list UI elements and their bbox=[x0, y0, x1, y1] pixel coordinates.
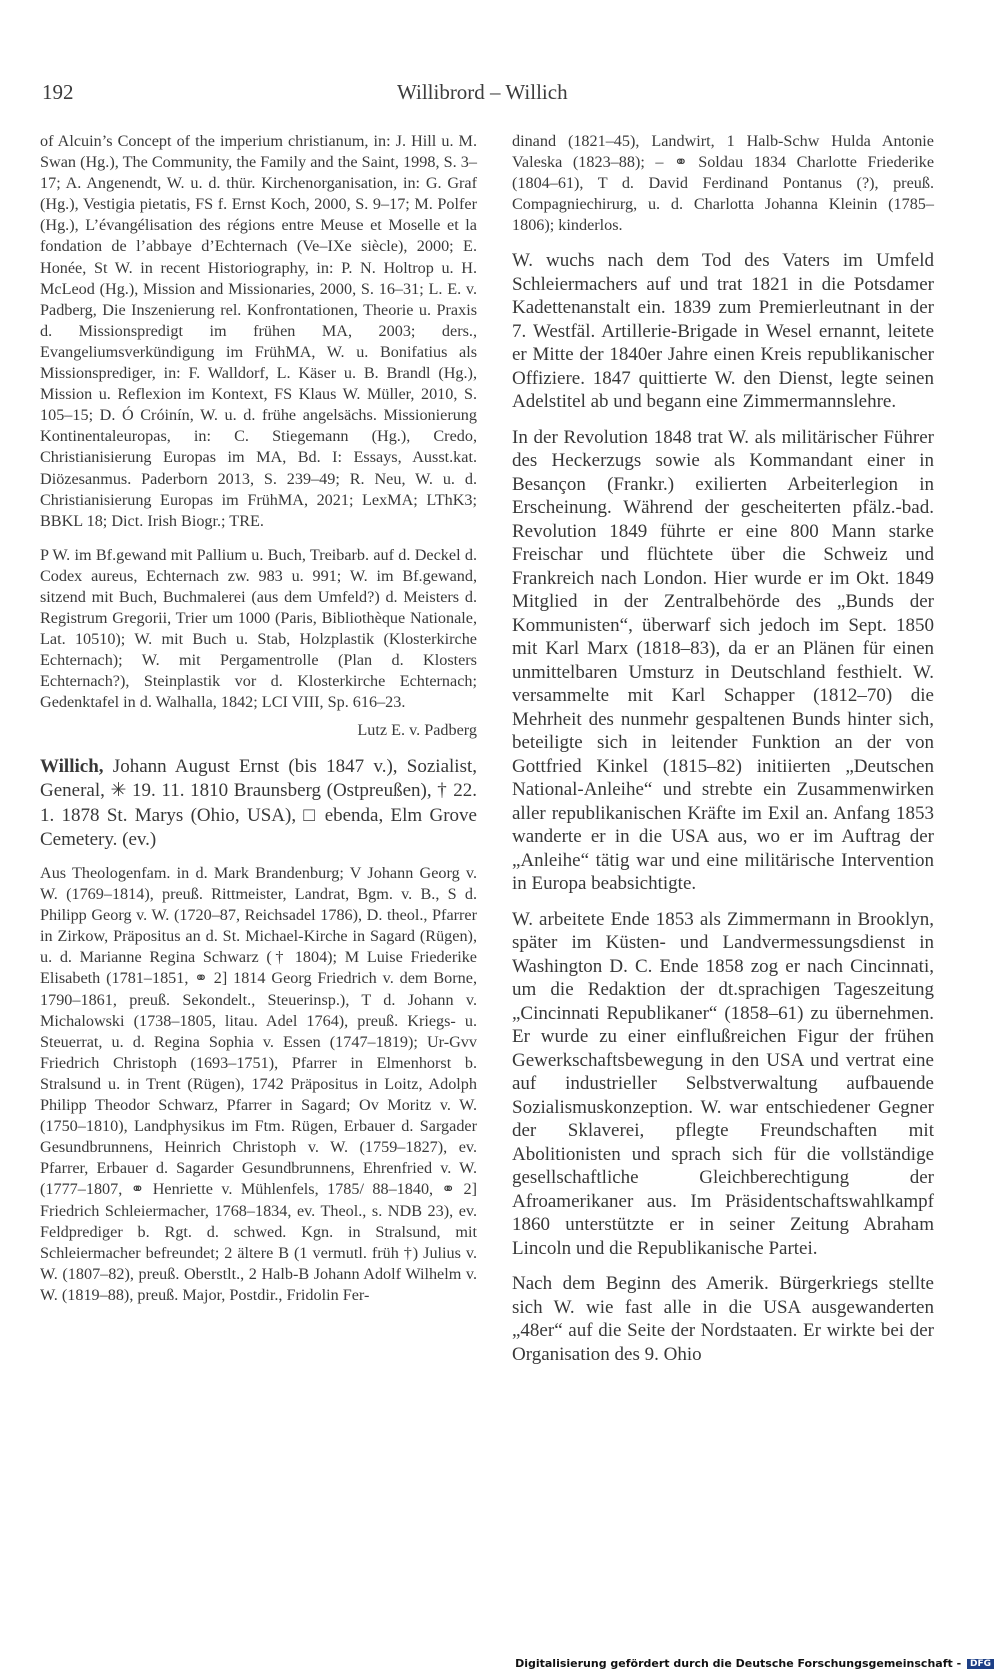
body-paragraph: W. wuchs nach dem Tod des Vaters im Umfeld Schleiermachers auf und trat 1821 in die Potsdamer Kadettenanstalt ein. 1839 zum Premierleutnant in der 7. Westfäl. Artillerie-Brigade in Wesel ernannt, leitete er Mitte der 1840er Jahre einen Kreis republikanischer Offiziere. 1847 quittierte W. den Dienst, legte seinen Adelstitel ab und begann eine Zimmermannslehre. bbox=[512, 250, 934, 413]
body-paragraph: In der Revolution 1848 trat W. als militärischer Führer des Heckerzugs sowie als Kommandant einer in Besançon (Frankr.) exilierten Arbeiterlegion in Erscheinung. Während der gescheiterten pfälz.-bad. Revolution 1849 führte er eine 800 Mann starke Freischar und flüchtete über die Schweiz und Frankreich nach London. Hier wurde er im Okt. 1849 Mitglied in der Zentralbehörde des „Bunds der Kommunisten“, überwarf sich jedoch im Sept. 1850 mit Karl Marx (1818–83), da er an Plänen für einen unmittelbaren Umsturz in Deutschland festhielt. W. versammelte mit Karl Schapper (1812–70) die Mehrheit des nunmehr gespaltenen Bunds hinter sich, beteiligte sich in leitender Funktion an der von Gottfried Kinkel (1815–82) initiierten „Deutschen National-Anleihe“ und strebte ein Zusammenwirken aller republikanischen Kräfte im Exil an. Anfang 1853 wanderte er in die USA aus, wo er im Auftrag der „Anleihe“ tätig war und eine militärische Intervention in Europa beabsichtigte. bbox=[512, 426, 934, 895]
page-number: 192 bbox=[42, 80, 74, 104]
right-column bbox=[512, 131, 934, 1378]
genealogy-continued: dinand (1821–45), Landwirt, 1 Halb-Schw Hulda Antonie Valeska (1823–88); – ⚭ Soldau 1834 Charlotte Friederike (1804–61), T d. David Ferdinand Pontanus (?), preuß. Compagniechirurg, u. d. Charlotta Johanna Kleinin (1785–1806); kinderlos. bbox=[512, 132, 934, 235]
genealogy: Aus Theologenfam. in d. Mark Brandenburg; V Johann Georg v. W. (1769–1814), preuß. Rittmeister, Landrat, Bgm. v. B., S d. Philipp Georg v. W. (1720–87, Reichsadel 1786), D. theol., Pfarrer in Zirkow, Präpositus an d. St. Michael-Kirche in Sagard (Rügen), u. d. Marianne Regina Schwarz († 1804); M Luise Friederike Elisabeth (1781–1851, ⚭ 2] 1814 Georg Friedrich v. dem Borne, 1790–1861, preuß. Sekondelt., Steuerinsp.), T d. Johann v. Michalowski (1738–1805, litau. Adel 1764), preuß. Kriegs- u. Steuerrat, u. d. Regina Sophia v. Essen (1747–1819); Ur-Gvv Friedrich Christoph (1693–1751), Pfarrer in Elmenhorst b. Stralsund u. in Trent (Rügen), 1742 Präpositus in Loitz, Adolph Philipp Theodor Schwarz, Pfarrer in Sagard; Ov Moritz v. W. (1750–1810), Landphysikus im Ftm. Rügen, Erbauer d. Sargader Gesundbrunnens, Heinrich Christoph v. W. (1759–1827), ev. Pfarrer, Erbauer d. Sagarder Gesundbrunnens, Ehrenfried v. W. (1777–1807, ⚭ Henriette v. Mühlenfels, 1785/ 88–1840, ⚭ 2] Friedrich Schleiermacher, 1768–1834, ev. Theol., s. NDB 23), ev. Feldprediger b. Rgt. d. schwed. Kgn. in Stralsund, mit Schleiermacher befreundet; 2 ältere B (1 vermutl. früh †) Julius v. W. (1807–82), preuß. Oberstlt., 2 Halb-B Johann Adolf Wilhelm v. W. (1819–88), preuß. Major, Postdir., Fridolin Fer- bbox=[40, 864, 477, 1304]
footer-text: Digitalisierung gefördert durch die Deutsche Forschungsgemeinschaft - bbox=[515, 1657, 962, 1670]
body-paragraph: Nach dem Beginn des Amerik. Bürgerkriegs stellte sich W. wie fast alle in die USA ausgewanderten „48er“ auf die Seite der Nordstaaten. Er wirkte bei der Organisation des 9. Ohio bbox=[512, 1273, 934, 1365]
entry-heading-details: Johann August Ernst (bis 1847 v.), Sozialist, General, ✳ 19. 11. 1810 Braunsberg (Ostpreußen), † 22. 1. 1878 St. Marys (Ohio, USA), □ ebenda, Elm Grove Cemetery. (ev.) bbox=[40, 755, 477, 851]
running-head: Willibrord – Willich bbox=[397, 80, 568, 104]
entry-heading bbox=[40, 755, 477, 853]
portrait-list: P W. im Bf.gewand mit Pallium u. Buch, Treibarb. auf d. Deckel d. Codex aureus, Echternach zw. 983 u. 991; W. im Bf.gewand, sitzend mit Buch, Buchmalerei (aus dem Umfeld?) d. Meisters d. Registrum Gregorii, Trier um 1000 (Paris, Bibliothèque Nationale, Lat. 10510); W. mit Buch u. Stab, Holzplastik (Klosterkirche Echternach); W. mit Pergamentrolle (Plan d. Klosters Echternach?), Steinplastik vor d. Klosterkirche Echternach; Gedenktafel in d. Walhalla, 1842; LCI VIII, Sp. 616–23. bbox=[40, 545, 477, 712]
entry-headword: Willich, bbox=[40, 755, 104, 777]
literature-list: of Alcuin’s Concept of the imperium christianum, in: J. Hill u. M. Swan (Hg.), The Community, the Family and the Saint, 1998, S. 3–17; A. Angenendt, W. u. d. thür. Kirchenorganisation, in: G. Graf (Hg.), Vestigia pietatis, FS f. Ernst Koch, 2000, S. 9–17; M. Polfer (Hg.), L’évangélisation des régions entre Meuse et Moselle et la fondation de l’abbaye d’Echternach (Ve–IXe siècle), 2000; E. Honée, St W. in recent Historiography, in: P. N. Holtrop u. H. McLeod (Hg.), Mission and Missionaries, 2000, S. 16–31; L. E. v. Padberg, Die Inszenierung rel. Konfrontationen, Theorie u. Praxis d. Missionspredigt im frühen MA, 2003; ders., Evangeliumsverkündigung im FrühMA, W. u. Bonifatius als Missionsprediger, in: F. Walldorf, L. Käser u. B. Brandl (Hg.), Mission u. Reflexion im Kontext, FS Klaus W. Müller, 2010, S. 105–15; D. Ó Cróinín, W. u. d. frühe angelsächs. Missionierung Kontinentaleuropas, in: C. Stiegemann (Hg.), Credo, Christianisierung Europas im MA, Bd. I: Essays, Ausst.kat. Diözesanmus. Paderborn 2013, S. 239–49; R. Neu, W. u. d. Christianisierung Europas im FrühMA, 2021; LexMA; LThK3; BBKL 18; Dict. Irish Biogr.; TRE. bbox=[40, 132, 477, 530]
digitization-footer bbox=[515, 1657, 994, 1670]
dfg-logo: DFG bbox=[967, 1659, 994, 1669]
body-paragraph: W. arbeitete Ende 1853 als Zimmermann in Brooklyn, später im Küsten- und Landvermessungsdienst in Washington D. C. Ende 1858 zog er nach Cincinnati, um die Redaktion der dt.sprachigen Tageszeitung „Cincinnati Republikaner“ (1858–61) zu übernehmen. Er wurde zu einer einflußreichen Figur der frühen Gewerkschaftsbewegung in den USA und vertrat eine auf industrieller Selbstverwaltung aufbauende Sozialismuskonzeption. W. war entschiedener Gegner der Sklaverei, pflegte Freundschaften mit Abolitionisten und sprach sich für die vollständige gesellschaftliche Gleichberechtigung der Afroamerikaner aus. Im Präsidentschaftswahlkampf 1860 unterstützte er in seiner Zeitung Abraham Lincoln und die Republikanische Partei. bbox=[512, 908, 934, 1259]
left-column bbox=[40, 131, 477, 1306]
article-author: Lutz E. v. Padberg bbox=[357, 720, 477, 739]
